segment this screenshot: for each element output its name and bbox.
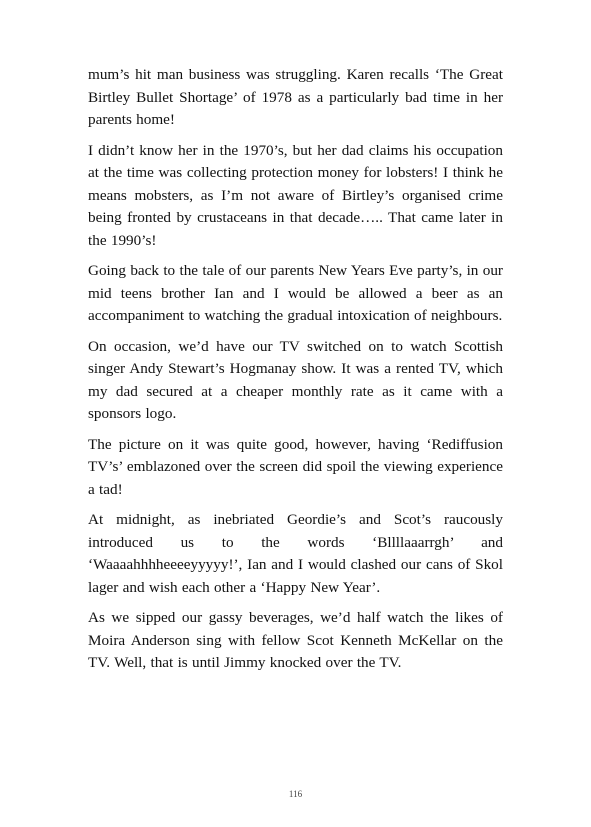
paragraph: mum’s hit man business was struggling. Karen recalls ‘The Great Birtley Bullet Shortage’ of 1978 as a particularly bad time in her parents home! [88,66,503,128]
page-body [88,64,503,683]
page-number: 116 [288,789,303,799]
paragraph: The picture on it was quite good, however, having ‘Rediffusion TV’s’ emblazoned over the screen did spoil the viewing experience a tad! [88,435,503,498]
paragraph: At midnight, as inebriated Geordie’s and Scot’s raucously introduced us to the words ‘Bllllaaarrgh’ and ‘Waaaahhhheeeeyyyyy!’, Ian and I would clashed our cans of Skol lager and wish each other a ‘Happy New Year’. [88,511,503,596]
paragraph: Going back to the tale of our parents New Years Eve party’s, in our mid teens brother Ian and I would be allowed a beer as an accompaniment to watching the gradual intoxication of neighbours. [88,262,503,324]
paragraph: I didn’t know her in the 1970’s, but her dad claims his occupation at the time was collecting protection money for lobsters! I think he means mobsters, as I’m not aware of Birtley’s organised crime being fronted by crustaceans in that decade….. That came later in the 1990’s! [88,141,503,249]
paragraph: On occasion, we’d have our TV switched on to watch Scottish singer Andy Stewart’s Hogmanay show. It was a rented TV, which my dad secured at a cheaper monthly rate as it came with a sponsors logo. [88,337,503,422]
paragraph: As we sipped our gassy beverages, we’d half watch the likes of Moira Anderson sing with fellow Scot Kenneth McKellar on the TV. Well, that is until Jimmy knocked over the TV. [88,609,503,671]
